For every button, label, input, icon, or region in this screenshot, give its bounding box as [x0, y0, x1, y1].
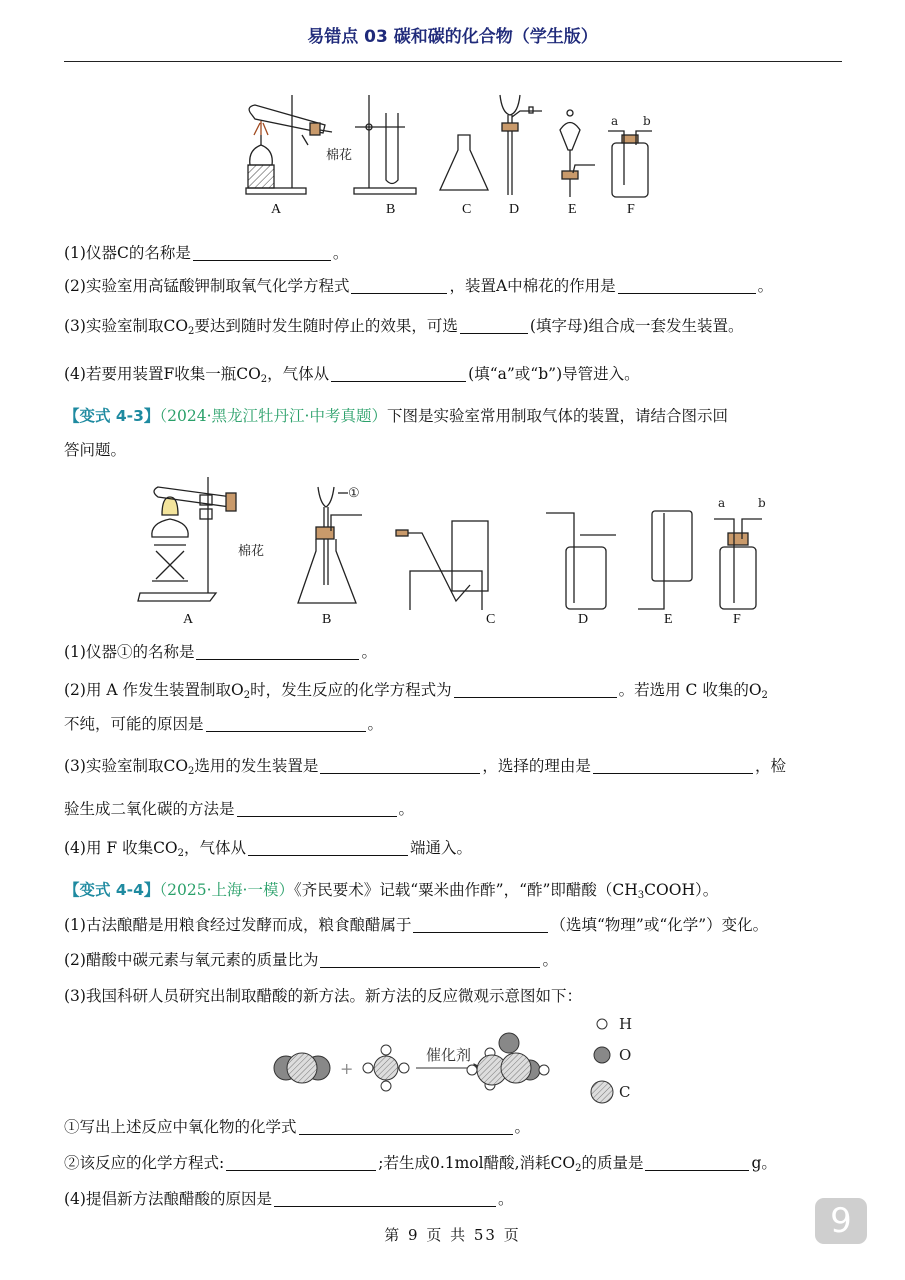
svg-text:a: a	[611, 114, 619, 128]
answer-blank[interactable]	[196, 643, 359, 660]
variant-4-4-intro: 【变式 4-4】（2025·上海·一模）《齐民要术》记载“粟米曲作酢”，“酢”即醋酸$(CH_3COOH)$。	[64, 881, 719, 901]
question-2-2-cont: 不纯，可能的原因是 。	[64, 715, 384, 733]
page-footer: 第 9 页 共 53 页	[384, 1226, 521, 1244]
svg-text:+: +	[340, 1059, 354, 1078]
question-2-2: (2)用 A 作发生装置制取$O_2$时，发生反应的化学方程式为 。若选用 C 收集的$O_2$	[64, 681, 768, 701]
answer-blank[interactable]	[237, 800, 397, 817]
answer-blank[interactable]	[248, 839, 408, 856]
answer-blank[interactable]	[193, 244, 331, 261]
question-3-2: (2)醋酸中碳元素与氧元素的质量比为 。	[64, 951, 558, 969]
answer-blank[interactable]	[618, 277, 756, 294]
variant-tag: 【变式 4-3】	[64, 407, 160, 425]
variant-tag: 【变式 4-4】	[64, 881, 160, 899]
figure2-label-b: B	[322, 612, 332, 627]
answer-blank[interactable]	[206, 715, 366, 732]
svg-text:b: b	[758, 496, 766, 510]
figure2-label-a: A	[183, 612, 194, 627]
question-2-3: (3)实验室制取$CO_2$选用的发生装置是 ，选择的理由是 ，检	[64, 757, 786, 777]
answer-blank[interactable]	[351, 277, 447, 294]
svg-text:C: C	[619, 1083, 631, 1101]
apparatus-figure-1	[230, 85, 670, 220]
question-3-1: (1)古法酿醋是用粮食经过发酵而成，粮食酿醋属于 （选填“物理”或“化学”）变化。	[64, 916, 769, 934]
figure1-label-d: D	[509, 202, 520, 217]
question-2-1: (1)仪器①的名称是 。	[64, 643, 377, 661]
figure2-label-e: E	[664, 612, 673, 627]
svg-text:b: b	[643, 114, 651, 128]
answer-blank[interactable]	[320, 951, 540, 968]
figure1-label-c: C	[462, 202, 472, 217]
question-3-3-2: ②该反应的化学方程式: ;若生成0.1mol醋酸,消耗$CO_2$的质量是 g。	[64, 1154, 777, 1174]
header-divider	[64, 61, 842, 62]
svg-text:催化剂: 催化剂	[426, 1046, 472, 1064]
answer-blank[interactable]	[413, 916, 548, 933]
answer-blank[interactable]	[226, 1154, 376, 1171]
svg-text:O: O	[619, 1046, 632, 1064]
question-2-3-cont: 验生成二氧化碳的方法是 。	[64, 800, 415, 818]
question-3-3: (3)我国科研人员研究出制取醋酸的新方法。新方法的反应微观示意图如下：	[64, 987, 582, 1005]
answer-blank[interactable]	[299, 1118, 513, 1135]
figure1-label-e: E	[568, 202, 577, 217]
question-3-4: (4)提倡新方法酿醋酸的原因是 。	[64, 1190, 514, 1208]
answer-blank[interactable]	[274, 1190, 496, 1207]
answer-blank[interactable]	[460, 317, 528, 334]
question-1-3: (3)实验室制取$CO_2$要达到随时发生随时停止的效果，可选 (填字母)组合成一套发生装置。	[64, 317, 744, 337]
answer-blank[interactable]	[645, 1154, 749, 1171]
variant-source: （2024·黑龙江牡丹江·中考真题）	[159, 407, 387, 425]
svg-text:a: a	[718, 496, 726, 510]
page-number-badge: 9	[815, 1198, 867, 1244]
apparatus-figure-2	[130, 475, 780, 610]
variant-4-3-intro: 【变式 4-3】（2024·黑龙江牡丹江·中考真题）下图是实验室常用制取气体的装置，请结合图示回	[64, 407, 728, 425]
page-title: 易错点 03 碳和碳的化合物（学生版）	[307, 27, 598, 47]
answer-blank[interactable]	[454, 681, 617, 698]
question-1-2: (2)实验室用高锰酸钾制取氧气化学方程式 ，装置A中棉花的作用是 。	[64, 277, 774, 295]
svg-text:H: H	[619, 1015, 633, 1033]
figure2-label-f: F	[733, 612, 741, 627]
question-1-1: (1)仪器C的名称是 。	[64, 244, 349, 262]
figure1-label-b: B	[386, 202, 396, 217]
question-1-4: (4)若要用装置F收集一瓶$CO_2$，气体从 (填“a”或“b”)导管进入。	[64, 365, 640, 385]
reaction-micro-diagram	[268, 1010, 668, 1110]
question-3-3-1: ①写出上述反应中氧化物的化学式 。	[64, 1118, 531, 1136]
variant-source: （2025·上海·一模）	[159, 881, 294, 899]
figure1-label-a: A	[271, 202, 282, 217]
question-2-4: (4)用 F 收集$CO_2$，气体从 端通入。	[64, 839, 473, 859]
variant-4-3-intro-cont: 答问题。	[64, 441, 127, 459]
answer-blank[interactable]	[331, 365, 466, 382]
answer-blank[interactable]	[320, 757, 480, 774]
svg-text:棉花: 棉花	[326, 148, 353, 163]
figure2-label-c: C	[486, 612, 496, 627]
figure1-label-f: F	[627, 202, 635, 217]
svg-text:棉花: 棉花	[238, 544, 265, 559]
svg-text:①: ①	[348, 486, 360, 501]
figure2-label-d: D	[578, 612, 589, 627]
answer-blank[interactable]	[593, 757, 753, 774]
